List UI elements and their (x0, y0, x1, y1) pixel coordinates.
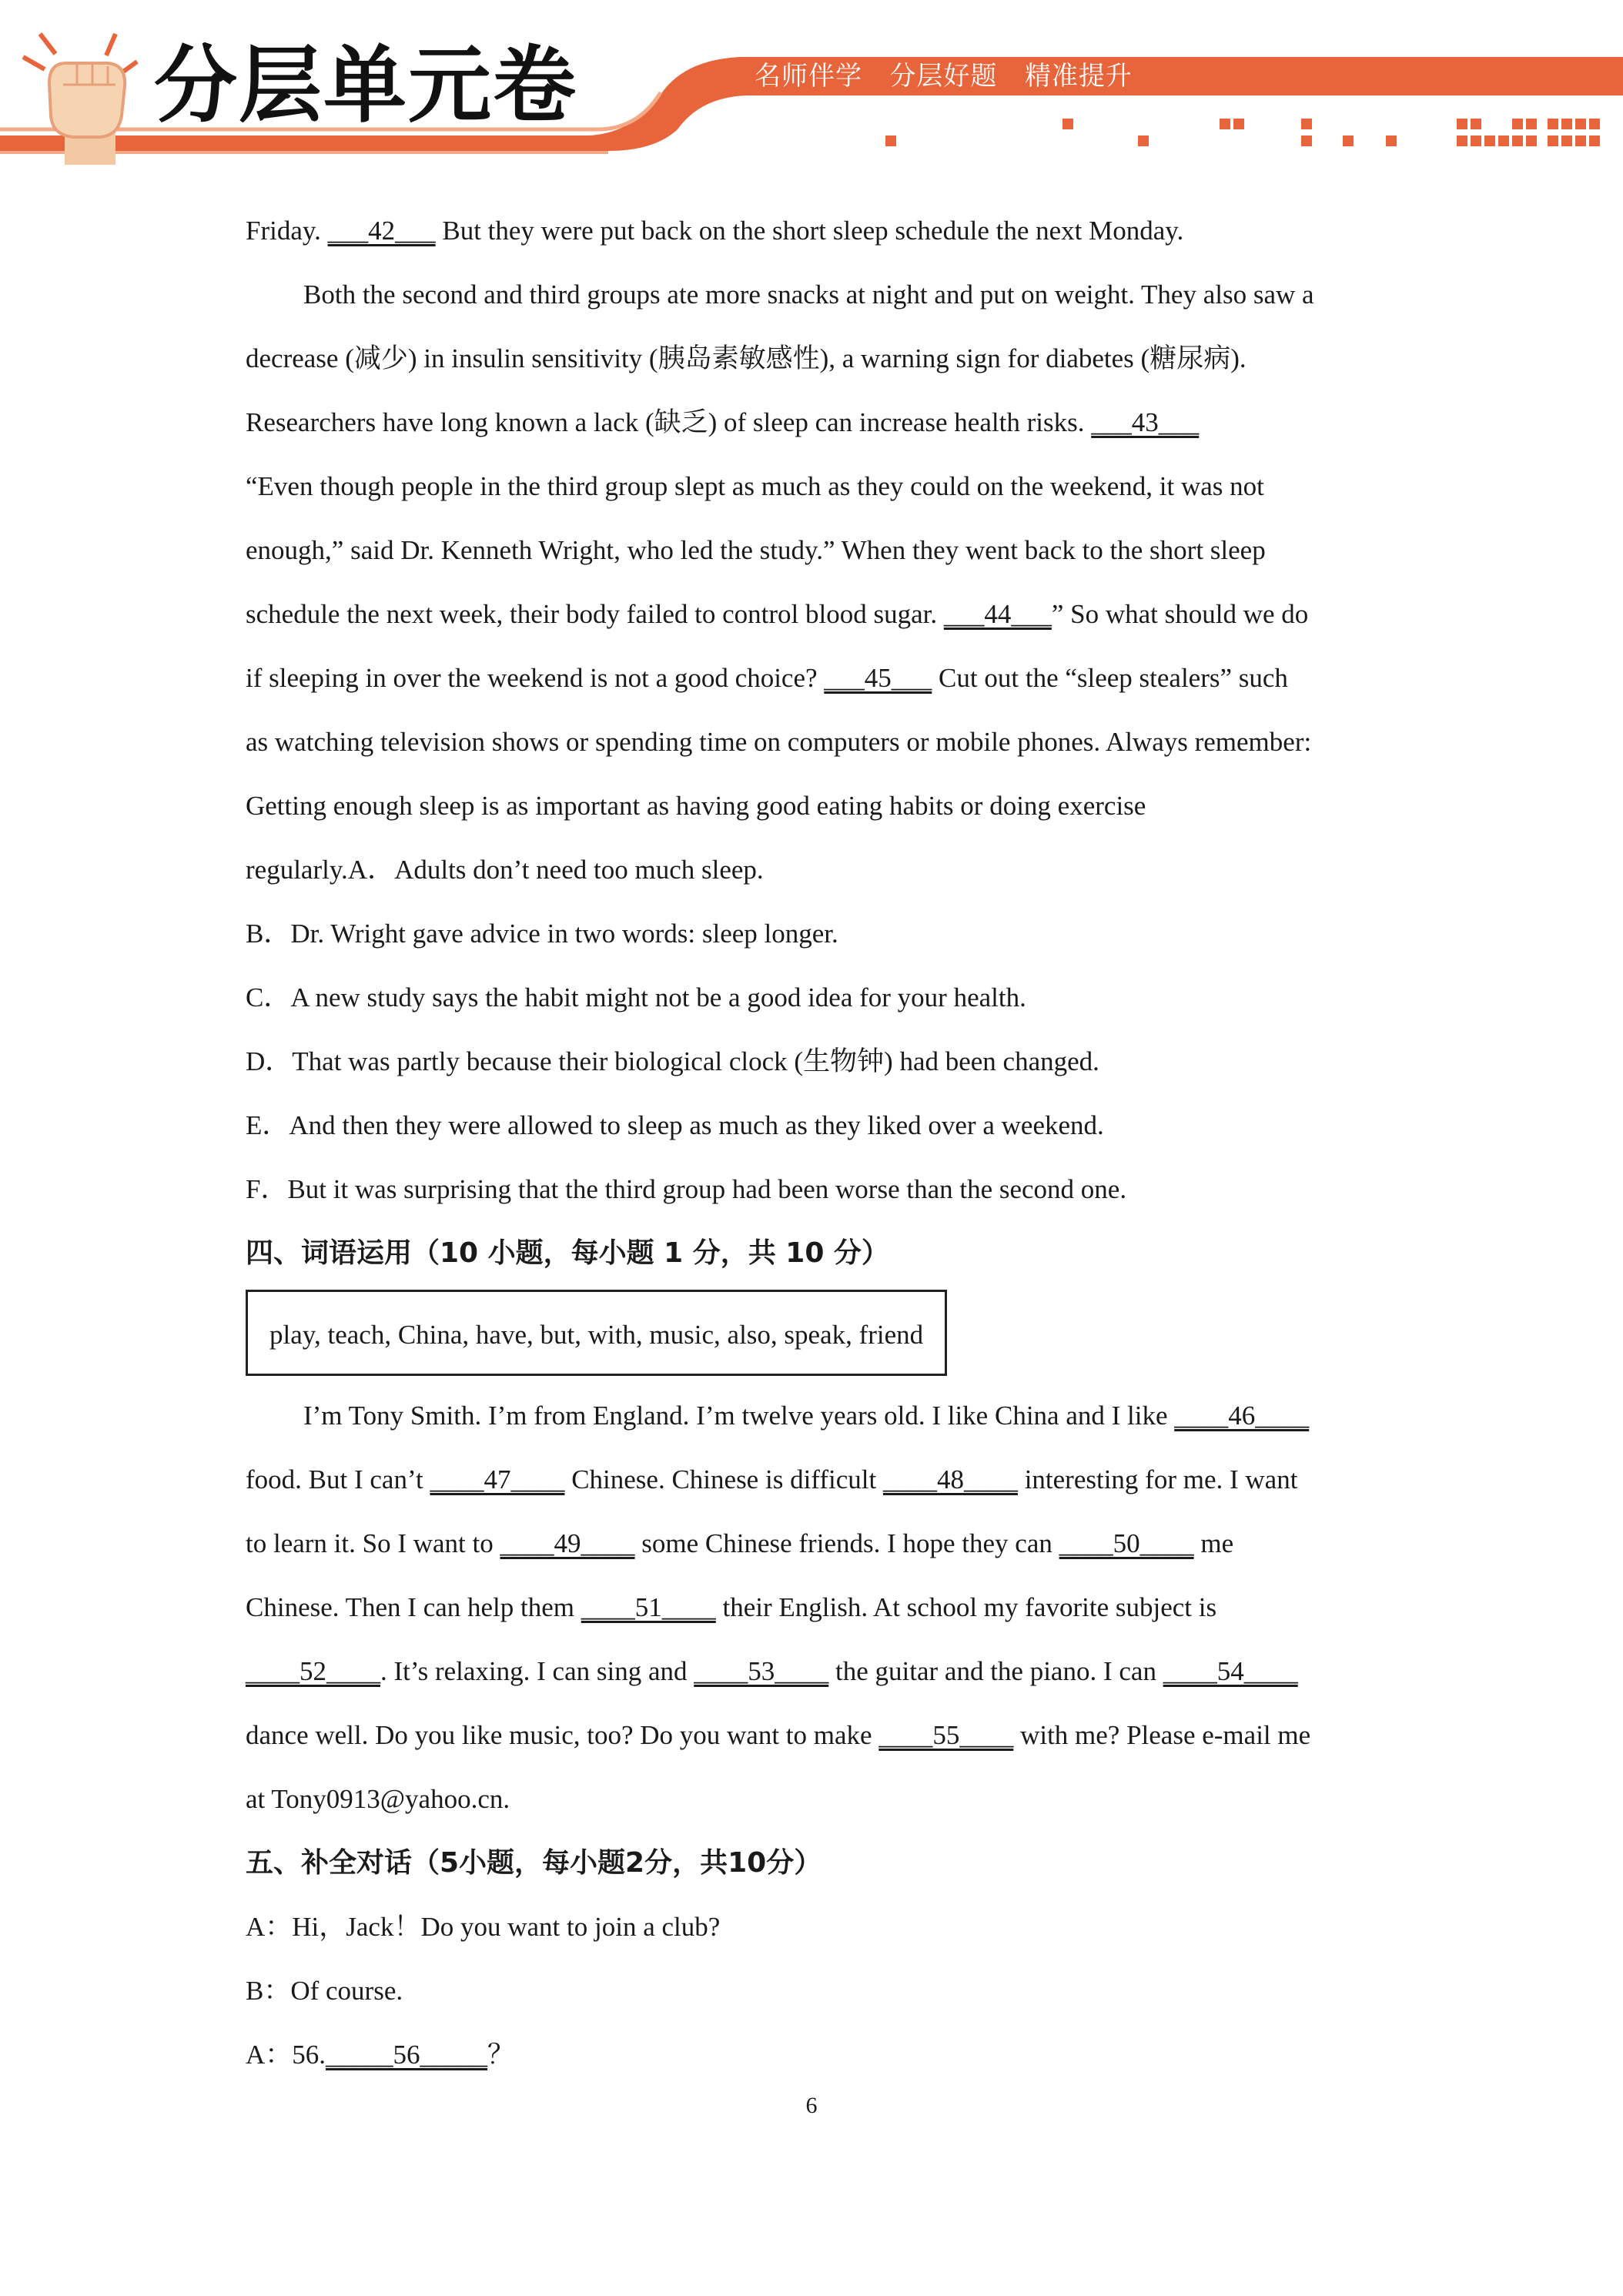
blank-42: ___42___ (327, 216, 436, 246)
blank-47: ____47____ (430, 1464, 565, 1494)
passage-line: Both the second and third groups ate more snacks at night and put on weight. They also saw a (303, 279, 1314, 310)
passage-line: enough,” said Dr. Kenneth Wright, who led the study.” When they went back to the short sleep (246, 535, 1266, 565)
passage-line: Chinese. Then I can help them ____51____ their English. At school my favorite subject is (246, 1592, 1217, 1622)
option-b: B．Dr. Wright gave advice in two words: sleep longer. (246, 919, 838, 949)
blank-56: _____56_____ (326, 2040, 488, 2070)
blank-50: ____50____ (1059, 1528, 1194, 1558)
section-4-title: 四、词语运用（10 小题，每小题 1 分，共 10 分） (246, 1237, 889, 1269)
passage-line: Getting enough sleep is as important as having good eating habits or doing exercise (246, 791, 1146, 821)
blank-55: ____55____ (878, 1720, 1014, 1750)
option-d: D．That was partly because their biological clock (生物钟) had been changed. (246, 1046, 1099, 1076)
page-content (246, 199, 1381, 2087)
blank-53: ____53____ (694, 1656, 829, 1686)
passage-line: food. But I can’t ____47____ Chinese. Chinese is difficult ____48____ interesting for me. I want (246, 1464, 1298, 1494)
section-5-title: 五、补全对话（5小题，每小题2分，共10分） (246, 1847, 822, 1879)
option-f: F．But it was surprising that the third group had been worse than the second one. (246, 1174, 1127, 1204)
page-header (0, 0, 1623, 169)
dialogue-line: A：56._____56_____？ (246, 2040, 515, 2070)
brand-title: 分层单元卷 (154, 38, 578, 134)
passage-line: Friday. ___42___ But they were put back on the short sleep schedule the next Monday. (246, 216, 1184, 246)
passage-line: regularly.A．Adults don’t need too much sleep. (246, 855, 764, 885)
option-e: E．And then they were allowed to sleep as much as they liked over a weekend. (246, 1110, 1104, 1140)
blank-46: ____46____ (1174, 1401, 1310, 1431)
blank-49: ____49____ (500, 1528, 635, 1558)
passage-line: decrease (减少) in insulin sensitivity (胰岛素敏感性), a warning sign for diabetes (糖尿病). (246, 343, 1247, 373)
passage-line: to learn it. So I want to ____49____ some Chinese friends. I hope they can ____50____ me (246, 1528, 1234, 1558)
passage-line: dance well. Do you like music, too? Do you want to make ____55____ with me? Please e-mail me (246, 1720, 1311, 1750)
dialogue-line: B：Of course. (246, 1976, 403, 2006)
passage-line: schedule the next week, their body failed to control blood sugar. ___44___” So what should we do (246, 599, 1309, 629)
blank-44: ___44___ (943, 599, 1052, 629)
blank-48: ____48____ (882, 1464, 1018, 1494)
blank-54: ____54____ (1163, 1656, 1298, 1686)
word-box: play, teach, China, have, but, with, music, also, speak, friend (246, 1290, 947, 1376)
blank-51: ____51____ (581, 1592, 716, 1622)
blank-52: ____52____ (246, 1656, 380, 1686)
blank-43: ___43___ (1091, 407, 1200, 437)
passage-line: ____52____. It’s relaxing. I can sing and ____53____ the guitar and the piano. I can ____54____ (246, 1656, 1298, 1686)
page-number: 6 (805, 2093, 818, 2118)
passage-line: “Even though people in the third group slept as much as they could on the weekend, it was not (246, 471, 1264, 501)
blank-45: ___45___ (824, 663, 932, 693)
passage-line: as watching television shows or spending time on computers or mobile phones. Always remember: (246, 727, 1312, 757)
passage-line: if sleeping in over the weekend is not a good choice? ___45___ Cut out the “sleep stealers” such (246, 663, 1288, 693)
passage-line: I’m Tony Smith. I’m from England. I’m twelve years old. I like China and I like ____46____ (303, 1401, 1310, 1431)
dialogue-line: A：Hi，Jack！Do you want to join a club? (246, 1912, 721, 1942)
passage-line: Researchers have long known a lack (缺乏) of sleep can increase health risks. ___43___ (246, 407, 1200, 437)
header-slogan: 名师伴学 分层好题 精准提升 (755, 61, 1133, 92)
passage-line: at Tony0913@yahoo.cn. (246, 1784, 510, 1814)
option-c: C．A new study says the habit might not be a good idea for your health. (246, 982, 1026, 1012)
word-box-row (246, 1285, 1381, 1384)
